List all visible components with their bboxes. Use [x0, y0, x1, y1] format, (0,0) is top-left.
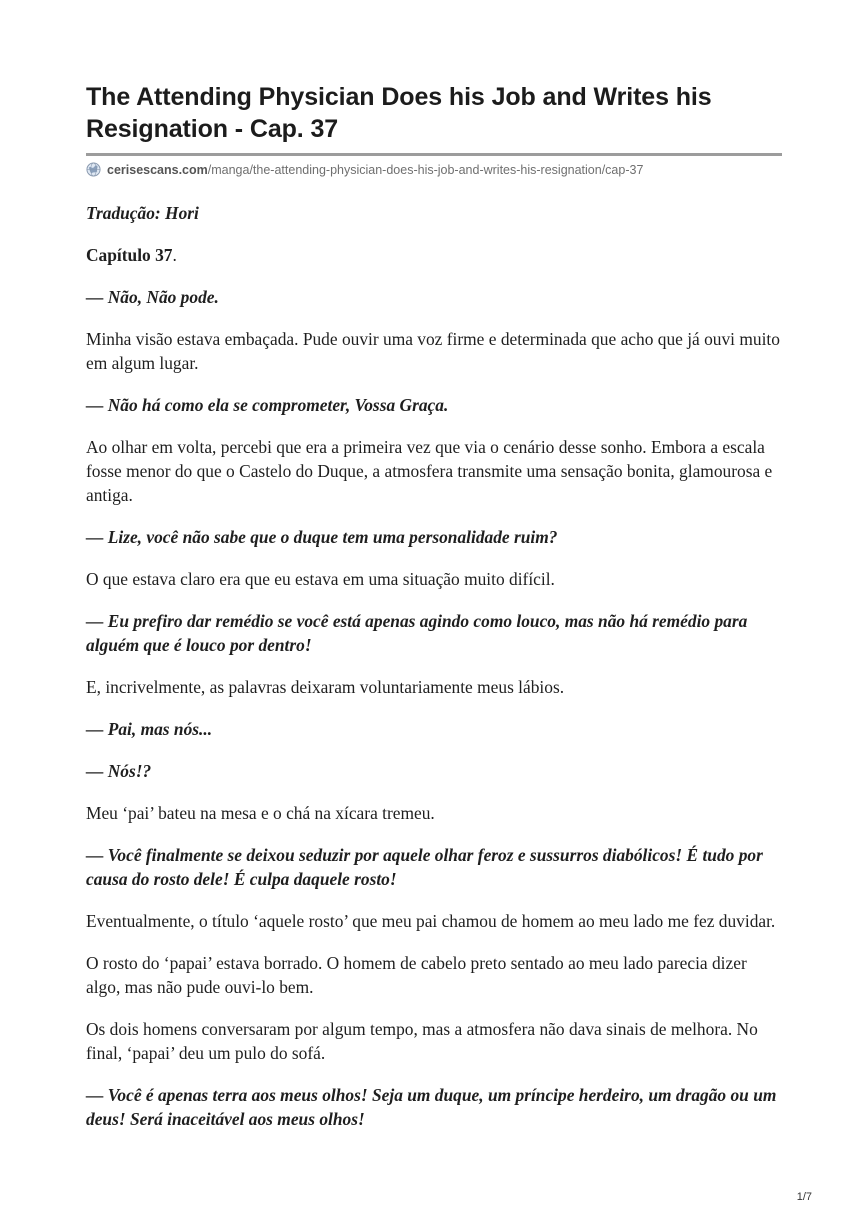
chapter-heading-period: .: [172, 245, 177, 265]
dialogue-text: — Não há como ela se comprometer, Vossa Graça.: [86, 395, 449, 415]
source-line: [86, 162, 782, 177]
translator-text: Tradução: Hori: [86, 203, 199, 223]
narration-paragraph: Meu ‘pai’ bateu na mesa e o chá na xícara tremeu.: [86, 803, 435, 823]
narration-paragraph: O que estava claro era que eu estava em uma situação muito difícil.: [86, 569, 555, 589]
dialogue-line: [86, 393, 782, 417]
narration-paragraph: Eventualmente, o título ‘aquele rosto’ que meu pai chamou de homem ao meu lado me fez duvidar.: [86, 911, 776, 931]
narration-paragraph: Os dois homens conversaram por algum tempo, mas a atmosfera não dava sinais de melhora. No final, ‘papai’ deu um pulo do sofá.: [86, 1019, 758, 1063]
dialogue-line: [86, 285, 782, 309]
dialogue-line: [86, 759, 782, 783]
page-number: 1/7: [796, 1191, 812, 1203]
dialogue-text: — Nós!?: [86, 761, 152, 781]
source-path: /manga/the-attending-physician-does-his-job-and-writes-his-resignation/cap-37: [207, 162, 644, 177]
dialogue-line: [86, 717, 782, 741]
dialogue-text: — Você finalmente se deixou seduzir por aquele olhar feroz e sussurros diabólicos! É tudo por causa do rosto dele! É culpa daquele rosto!: [86, 845, 763, 889]
chapter-number: Capítulo 37: [86, 245, 173, 265]
narration-paragraph: Minha visão estava embaçada. Pude ouvir uma voz firme e determinada que acho que já ouvi muito em algum lugar.: [86, 329, 780, 373]
dialogue-text: — Lize, você não sabe que o duque tem uma personalidade ruim?: [86, 527, 558, 547]
narration-paragraph: O rosto do ‘papai’ estava borrado. O homem de cabelo preto sentado ao meu lado parecia dizer algo, mas não pude ouvi-lo bem.: [86, 953, 747, 997]
dialogue-text: — Não, Não pode.: [86, 287, 219, 307]
dialogue-text: — Pai, mas nós...: [86, 719, 213, 739]
title-divider: [86, 153, 782, 156]
narration-paragraph: Ao olhar em volta, percebi que era a primeira vez que via o cenário desse sonho. Embora a escala fosse menor do que o Castelo do Duque, a atmosfera transmite uma sensação bonita, glamourosa e antiga.: [86, 437, 773, 505]
chapter-heading: [86, 243, 782, 267]
narration-paragraph: E, incrivelmente, as palavras deixaram voluntariamente meus lábios.: [86, 677, 565, 697]
dialogue-line: [86, 609, 782, 657]
dialogue-line: [86, 525, 782, 549]
translator-credit: [86, 201, 782, 225]
page-title: The Attending Physician Does his Job and Writes his Resignation - Cap. 37: [86, 83, 712, 143]
dialogue-line: [86, 843, 782, 891]
dialogue-line: [86, 1083, 782, 1131]
dialogue-text: — Eu prefiro dar remédio se você está apenas agindo como louco, mas não há remédio para alguém que é louco por dentro!: [86, 611, 748, 655]
source-domain: cerisescans.com: [107, 162, 208, 177]
globe-icon: [86, 162, 101, 177]
chapter-content: [86, 201, 782, 1131]
document-page: [86, 81, 782, 1149]
dialogue-text: — Você é apenas terra aos meus olhos! Seja um duque, um príncipe herdeiro, um dragão ou um deus! Será inaceitável aos meus olhos!: [86, 1085, 777, 1129]
